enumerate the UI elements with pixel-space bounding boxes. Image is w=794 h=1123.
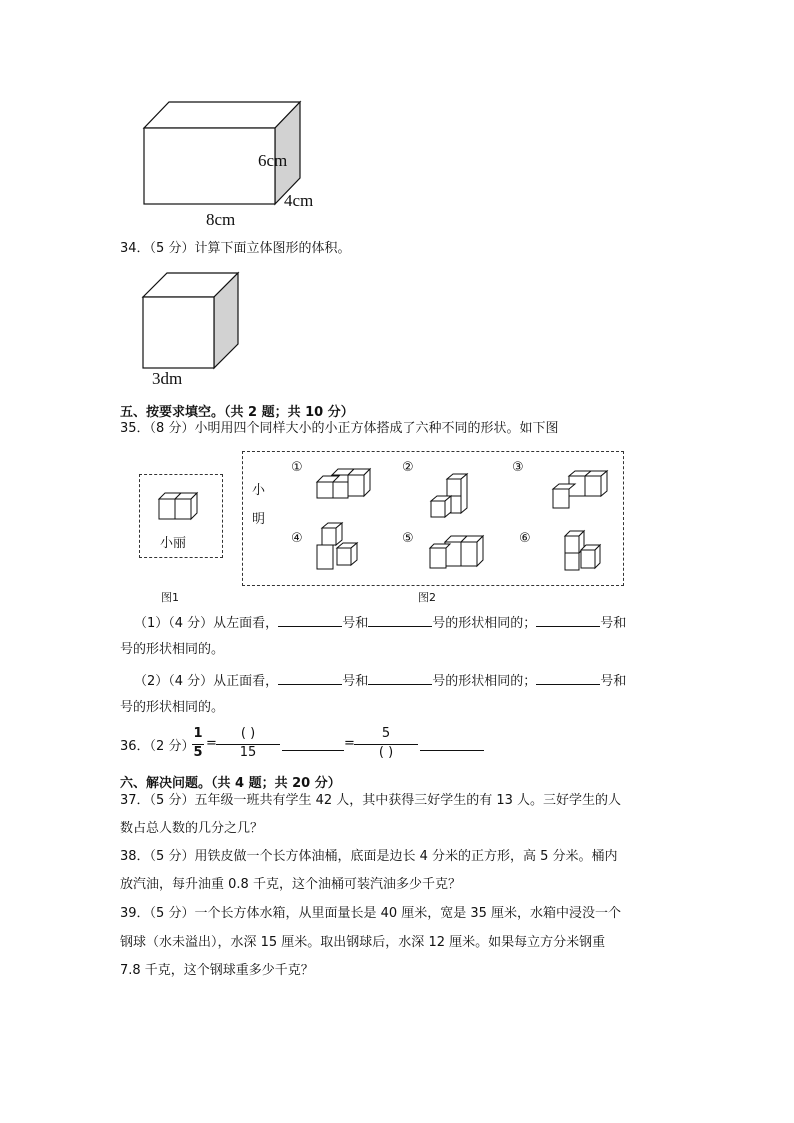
xiaoming-label-1: 小 — [252, 483, 266, 498]
section-6-title: 六、解决问题。（共 4 题；共 20 分） — [120, 776, 341, 791]
fraction-1-numerator: 1 — [193, 726, 203, 741]
shape-3-cubes — [549, 469, 609, 513]
question-39-line-1: 39．（5 分）一个长方体水箱，从里面量长是 40 厘米，宽是 35 厘米，水箱中浸没一个 — [120, 906, 622, 921]
answer-blank[interactable] — [536, 612, 600, 627]
shape-4-cubes — [313, 520, 363, 572]
shape-5-cubes — [427, 534, 495, 572]
question-39-line-2: 钢球（水未溢出），水深 15 厘米。取出钢球后，水深 12 厘米。如果每立方分米钢重 — [120, 935, 606, 950]
answer-blank[interactable] — [536, 670, 600, 685]
fraction-3-numerator: 5 — [381, 726, 391, 741]
q35-part-1-d: 号和 — [600, 616, 627, 631]
equals-sign-1: = — [206, 736, 217, 751]
question-35: 35．（8 分）小明用四个同样大小的小正方体搭成了六种不同的形状。如下图 — [120, 421, 559, 436]
answer-underline[interactable] — [282, 750, 344, 751]
q35-part-2-line-1 — [134, 670, 626, 691]
shape-number-6: ⑥ — [519, 531, 531, 546]
fraction-3-denominator[interactable]: ( ) — [378, 745, 394, 760]
xiaoming-label-2: 明 — [252, 512, 266, 527]
shape-6-cubes — [561, 528, 605, 574]
shape-number-4: ④ — [291, 531, 303, 546]
q35-part-1-line-1 — [134, 612, 626, 633]
fraction-1-denominator: 5 — [193, 745, 203, 760]
question-37-line-2: 数占总人数的几分之几？ — [120, 821, 264, 836]
q35-part-1-b: 号和 — [342, 616, 369, 631]
q35-part-2-c: 号的形状相同的； — [432, 674, 537, 689]
q35-part-2-a: （2）（4 分）从正面看， — [134, 674, 279, 689]
answer-blank[interactable] — [278, 612, 342, 627]
shape-number-1: ① — [291, 460, 303, 475]
question-37-line-1: 37．（5 分）五年级一班共有学生 42 人，其中获得三好学生的有 13 人。三好学生的人 — [120, 793, 622, 808]
answer-blank[interactable] — [278, 670, 342, 685]
q35-part-1-e: 号的形状相同的。 — [120, 642, 225, 657]
cube-edge-label: 3dm — [152, 369, 183, 388]
q35-part-2-d: 号和 — [600, 674, 627, 689]
q35-part-1-c: 号的形状相同的； — [432, 616, 537, 631]
answer-blank[interactable] — [368, 612, 432, 627]
fraction-2-denominator: 15 — [239, 745, 257, 760]
equals-sign-2: = — [344, 736, 355, 751]
shape-number-2: ② — [402, 460, 414, 475]
q35-part-1-line-2 — [120, 641, 224, 659]
cuboid-height-label: 6cm — [258, 151, 288, 170]
q35-part-2-line-2 — [120, 699, 224, 717]
cuboid-depth-label: 4cm — [284, 191, 314, 210]
answer-blank[interactable] — [368, 670, 432, 685]
question-38-line-2: 放汽油，每升油重 0.8 千克，这个油桶可装汽油多少千克？ — [120, 877, 461, 892]
xiaoli-label: 小丽 — [160, 536, 187, 551]
shape-1-cubes — [314, 466, 378, 502]
shape-number-5: ⑤ — [402, 531, 414, 546]
question-34: 34．（5 分）计算下面立体图形的体积。 — [120, 241, 351, 256]
fig2-caption: 图2 — [418, 591, 436, 604]
fig1-cubes — [156, 487, 206, 523]
q35-part-1-a: （1）（4 分）从左面看， — [134, 616, 279, 631]
cube-figure — [140, 270, 244, 374]
cuboid-length-label: 8cm — [206, 210, 236, 229]
fig1-caption: 图1 — [161, 591, 179, 604]
shape-2-cubes — [427, 472, 471, 520]
q35-part-2-b: 号和 — [342, 674, 369, 689]
question-39-line-3: 7.8 千克，这个钢球重多少千克？ — [120, 963, 314, 978]
fraction-2-numerator[interactable]: ( ) — [240, 726, 256, 741]
question-38-line-1: 38．（5 分）用铁皮做一个长方体油桶，底面是边长 4 分米的正方形，高 5 分米。桶内 — [120, 849, 618, 864]
answer-underline[interactable] — [420, 750, 484, 751]
q36-prefix: 36．（2 分） — [120, 739, 195, 754]
shape-number-3: ③ — [512, 460, 524, 475]
section-5-title: 五、按要求填空。（共 2 题；共 10 分） — [120, 405, 354, 420]
q35-part-2-e: 号的形状相同的。 — [120, 700, 225, 715]
